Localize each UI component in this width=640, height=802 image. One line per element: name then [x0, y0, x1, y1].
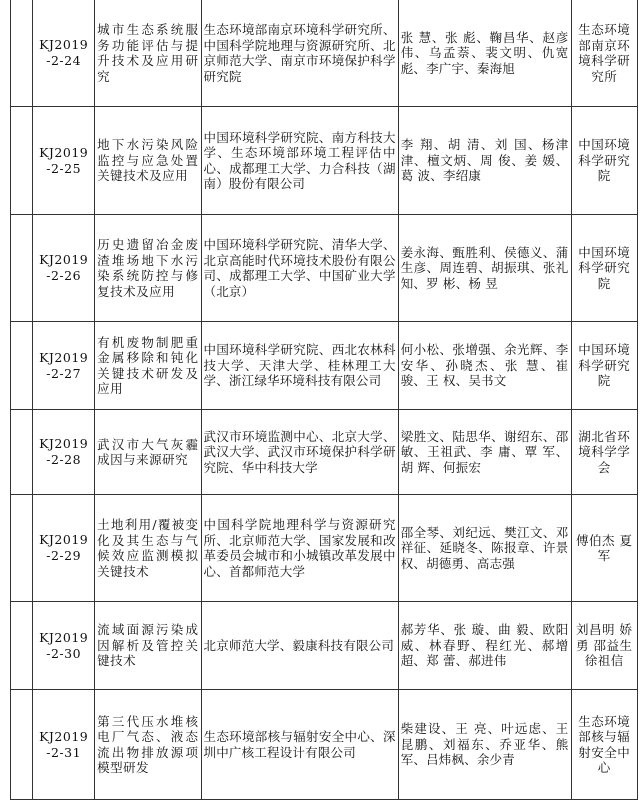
code-cell	[33, 0, 95, 107]
team-cell	[398, 0, 571, 107]
table-row	[11, 690, 638, 800]
units-text: 武汉市环境监测中心、北京大学、武汉大学、武汉市环境保护科学研究院、华中科技大学	[203, 428, 396, 475]
units-cell	[201, 0, 398, 107]
units-cell	[201, 107, 398, 215]
team-cell	[398, 495, 571, 602]
index-cell	[11, 495, 33, 602]
code-text: KJ2019 -2-28	[39, 436, 89, 467]
project-title: 地下水污染风险监控与应急处置关键技术及应用	[97, 137, 199, 184]
units-cell	[201, 322, 398, 410]
title-cell	[95, 410, 201, 495]
lead-unit-cell	[571, 0, 638, 107]
lead-unit-text: 生态环境部核与辐射安全中心	[578, 713, 631, 775]
lead-unit-cell	[571, 690, 638, 800]
team-text: 柴建设、王 亮、叶远虑、王昆鹏、刘福东、乔亚华、熊 军、吕炜枫、余少青	[400, 721, 569, 768]
lead-unit-text: 傅伯杰 夏 军	[576, 532, 633, 563]
title-cell	[95, 215, 201, 322]
index-cell	[11, 690, 33, 800]
title-cell	[95, 107, 201, 215]
lead-unit-cell	[571, 602, 638, 690]
table-row	[11, 215, 638, 322]
index-cell	[11, 410, 33, 495]
team-text: 梁胜文、陆思华、谢绍东、邵 敏、王祖武、李 庸、覃 军、胡 辉、何振宏	[400, 428, 569, 475]
units-text: 中国环境科学研究院、西北农林科技大学、天津大学、桂林理工大学、浙江绿华环境科技有限公司	[203, 342, 396, 389]
index-cell	[11, 322, 33, 410]
title-cell	[95, 0, 201, 107]
project-title: 城市生态系统服务功能评估与提升技术及应用研究	[97, 22, 199, 84]
team-text: 何小松、张增强、余光辉、李安华、孙晓杰、张 慧、崔 骏、王 权、吴书文	[400, 342, 569, 389]
code-text: KJ2019 -2-26	[39, 252, 89, 283]
lead-unit-text: 中国环境科学研究院	[578, 244, 631, 291]
project-title: 土地利用/覆被变化及其生态与气候效应监测模拟关键技术	[97, 517, 199, 579]
team-text: 邵全琴、刘纪远、樊江文、邓祥征、延晓冬、陈报章、许景权、胡德勇、高志强	[400, 524, 569, 571]
lead-unit-text: 湖北省环境科学学会	[578, 428, 631, 475]
title-cell	[95, 602, 201, 690]
lead-unit-cell	[571, 215, 638, 322]
team-text: 李 翔、胡 清、刘 国、杨津津、檀文炳、周 俊、姜 媛、葛 波、李绍康	[400, 137, 569, 184]
lead-unit-cell	[571, 107, 638, 215]
lead-unit-text: 刘昌明 娇 勇 邵益生 徐祖信	[576, 622, 633, 669]
index-cell	[11, 0, 33, 107]
project-title: 流域面源污染成因解析及管控关键技术	[97, 622, 199, 669]
units-text: 中国环境科学研究院、南方科技大学、生态环境部环境工程评估中心、成都理工大学、力合科技（湖南）股份有限公司	[203, 129, 396, 191]
team-cell	[398, 107, 571, 215]
units-cell	[201, 410, 398, 495]
index-cell	[11, 107, 33, 215]
code-cell	[33, 690, 95, 800]
project-title: 历史遗留冶金废渣堆场地下水污染系统防控与修复技术及应用	[97, 237, 199, 299]
team-text: 张 慧、张 彪、鞠昌华、赵彦伟、乌孟萘、裴文明、仇宽彪、李广宇、秦海旭	[400, 29, 569, 76]
title-cell	[95, 322, 201, 410]
code-cell	[33, 602, 95, 690]
team-cell	[398, 410, 571, 495]
lead-unit-cell	[571, 410, 638, 495]
title-cell	[95, 690, 201, 800]
code-text: KJ2019 -2-30	[39, 629, 89, 661]
table-row	[11, 322, 638, 410]
table-row	[11, 0, 638, 107]
units-text: 生态环境部核与辐射安全中心、深圳中广核工程设计有限公司	[203, 729, 396, 760]
units-cell	[201, 215, 398, 322]
lead-unit-text: 中国环境科学研究院	[578, 342, 631, 389]
lead-unit-text: 生态环境部南京环境科学研究所	[578, 22, 631, 84]
units-text: 北京师范大学、毅康科技有限公司	[203, 637, 395, 653]
code-cell	[33, 495, 95, 602]
code-text: KJ2019 -2-27	[39, 349, 89, 381]
team-cell	[398, 322, 571, 410]
lead-unit-text: 中国环境科学研究院	[578, 137, 631, 184]
code-text: KJ2019 -2-25	[39, 144, 89, 176]
units-text: 生态环境部南京环境科学研究所、中国科学院地理与资源研究所、北京师范大学、南京市环境保护科学研究院	[203, 22, 396, 84]
project-title: 武汉市大气灰霾成因与来源研究	[97, 436, 199, 467]
lead-unit-cell	[571, 322, 638, 410]
table-row	[11, 107, 638, 215]
project-title: 有机废物制肥重金属移除和钝化关键技术研发及应用	[97, 334, 199, 396]
code-text: KJ2019 -2-29	[39, 532, 89, 563]
units-text: 中国环境科学研究院、清华大学、北京高能时代环境技术股份有限公司、成都理工大学、中国矿业大学（北京）	[203, 237, 396, 299]
units-cell	[201, 602, 398, 690]
team-text: 郝芳华、张 璇、曲 毅、欧阳威、林春野、程红光、郝增超、郑 蕾、郝进伟	[400, 622, 569, 669]
code-text: KJ2019 -2-31	[39, 728, 89, 760]
code-cell	[33, 322, 95, 410]
lead-unit-cell	[571, 495, 638, 602]
team-cell	[398, 690, 571, 800]
awards-table-body	[11, 0, 638, 800]
table-row	[11, 602, 638, 690]
units-cell	[201, 690, 398, 800]
team-cell	[398, 602, 571, 690]
project-title: 第三代压水堆核电厂气态、液态流出物排放源项模型研发	[97, 713, 199, 775]
code-cell	[33, 215, 95, 322]
team-text: 姜永海、甄胜利、侯德义、蒲生彦、周连碧、胡振琪、张礼知、罗 彬、杨 昱	[400, 244, 569, 291]
title-cell	[95, 495, 201, 602]
code-text: KJ2019 -2-24	[39, 37, 89, 68]
table-row	[11, 410, 638, 495]
awards-table	[10, 0, 638, 800]
table-row	[11, 495, 638, 602]
index-cell	[11, 215, 33, 322]
index-cell	[11, 602, 33, 690]
units-cell	[201, 495, 398, 602]
units-text: 中国科学院地理科学与资源研究所、北京师范大学、国家发展和改革委员会城市和小城镇改革发展中心、首都师范大学	[203, 517, 396, 579]
code-cell	[33, 410, 95, 495]
team-cell	[398, 215, 571, 322]
code-cell	[33, 107, 95, 215]
